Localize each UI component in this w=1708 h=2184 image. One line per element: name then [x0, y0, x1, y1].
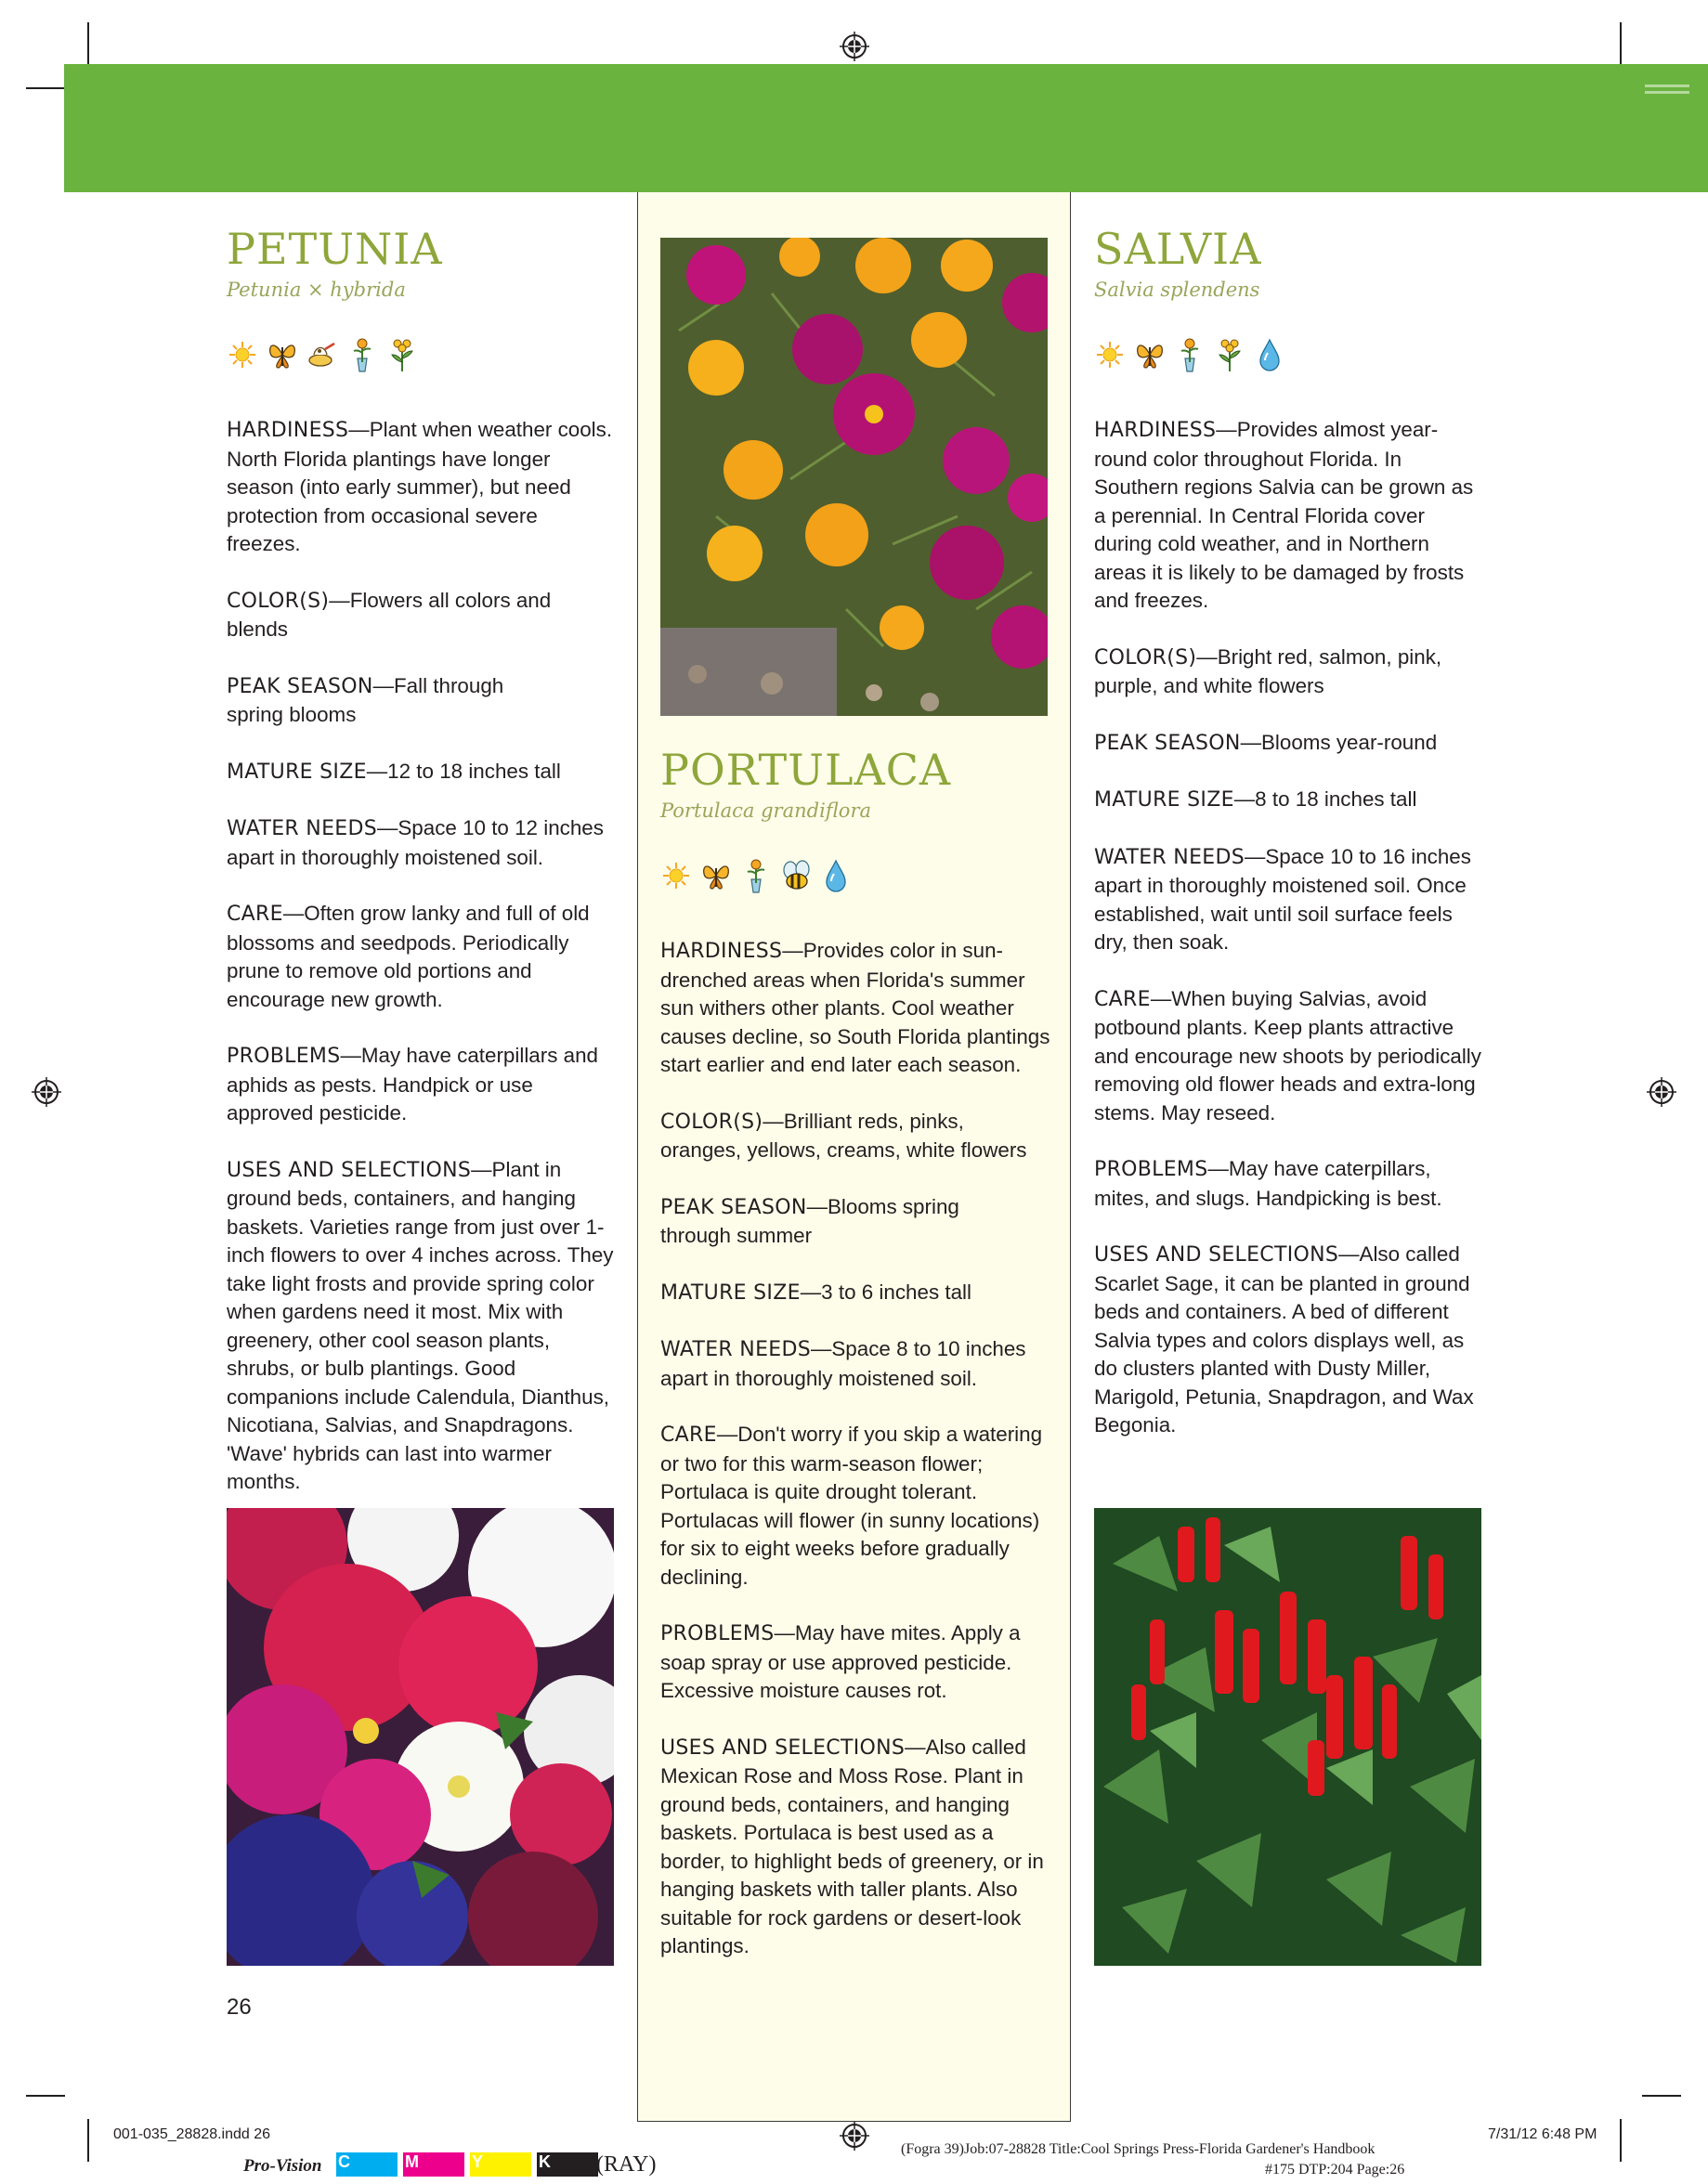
crop-mark — [87, 22, 89, 65]
cut-flower-icon — [740, 857, 772, 894]
entry-care: CARE—When buying Salvias, avoid potbound plants. Keep plants attractive and encourage new shoots by periodically removing old flower heads and extra-long stems. May reseed. — [1094, 986, 1481, 1124]
entry-peak-season: PEAK SEASON—Blooms spring through summer — [660, 1194, 959, 1248]
petunia-column — [227, 224, 617, 1525]
crop-mark — [26, 87, 65, 89]
slug-job: (Fogra 39)Job:07-28828 Title:Cool Springs Press-Florida Gardener's Handbook — [901, 2141, 1376, 2157]
petunia-photo — [227, 1508, 614, 1966]
entry-hardiness: HARDINESS—Provides almost year-round color throughout Florida. In Southern regions Salvia can be grown as a perennial. In Central Florida cover during cold weather, and in Northern areas it is likely to be damaged by frosts and freezes. — [1094, 418, 1474, 613]
entry-peak-season: PEAK SEASON—Blooms year-round — [1094, 730, 1438, 755]
entry-care: CARE—Don't worry if you skip a watering or two for this warm-season flower; Portulaca is quite drought tolerant. Portulacas will flower (in sunny locations) for six to eight weeks before gradually declining. — [660, 1423, 1043, 1589]
entry-water-needs: WATER NEEDS—Space 10 to 12 inches apart in thoroughly moistened soil. — [227, 816, 604, 869]
entry-uses-and-selections: USES AND SELECTIONS—Also called Mexican Rose and Moss Rose. Plant in ground beds, containers, and hanging baskets. Portulaca is best used as a border, to highlight beds of greenery, or in hanging baskets with taller plants. Also suitable for rock gardens or desert-look plantings. — [660, 1735, 1044, 1958]
plant-name: SALVIA — [1094, 224, 1262, 274]
entry-hardiness: HARDINESS—Provides color in sun-drenched areas when Florida's summer sun withers other plants. Cool weather causes decline, so South Florida plantings start earlier and end later each season. — [660, 939, 1050, 1077]
crop-mark — [1620, 2119, 1622, 2162]
registration-mark-icon — [840, 2121, 869, 2151]
page-number: 26 — [227, 1995, 252, 2020]
flower-icon — [386, 336, 418, 373]
entry-uses-and-selections: USES AND SELECTIONS—Plant in ground beds, containers, and hanging baskets. Varieties range from just over 1-inch flowers to over 4 inches across. They take light frosts and provide spring color when gardens need it most. Mix with greenery, other cool season plants, shrubs, or bulb plantings. Good companions include Calendula, Dianthus, Nicotiana, Salvias, and Snapdragons. 'Wave' hybrids can last into warmer months. — [227, 1157, 614, 1494]
entry-care: CARE—Often grow lanky and full of old blossoms and seedpods. Periodically prune to remove old portions and encourage new growth. — [227, 902, 590, 1011]
salvia-photo — [1094, 1508, 1481, 1966]
header-decoration — [1645, 84, 1689, 98]
sun-icon — [660, 857, 692, 894]
bee-icon — [780, 857, 812, 894]
butterfly-icon — [267, 336, 298, 373]
portulaca-column — [660, 745, 1050, 1989]
registration-mark-icon — [32, 1077, 61, 1107]
crop-mark — [1642, 2095, 1681, 2097]
entry-water-needs: WATER NEEDS—Space 10 to 16 inches apart in thoroughly moistened soil. Once established, wait until soil surface feels dry, then soak. — [1094, 844, 1471, 955]
water-drop-icon — [1254, 336, 1285, 373]
swatch-magenta: M — [403, 2152, 464, 2177]
crop-mark — [1620, 22, 1622, 65]
sun-icon — [227, 336, 258, 373]
plant-icons — [1094, 334, 1484, 375]
feeder-icon — [306, 336, 338, 373]
entry-problems: PROBLEMS—May have mites. Apply a soap spray or use approved pesticide. Excessive moisture causes rot. — [660, 1621, 1021, 1703]
entry-mature-size: MATURE SIZE—3 to 6 inches tall — [660, 1280, 971, 1305]
entry-colors: COLOR(S)—Bright red, salmon, pink, purple, and white flowers — [1094, 644, 1442, 698]
swatch-cyan: C — [336, 2152, 398, 2177]
entry-colors: COLOR(S)—Brilliant reds, pinks, oranges, yellows, creams, white flowers — [660, 1109, 1027, 1163]
entry-hardiness: HARDINESS—Plant when weather cools. North Florida plantings have longer season (into early summer), but need protection from occasional severe freezes. — [227, 418, 613, 556]
registration-mark-icon — [840, 32, 869, 61]
entry-problems: PROBLEMS—May have caterpillars, mites, and slugs. Handpicking is best. — [1094, 1157, 1442, 1210]
color-bar — [336, 2152, 604, 2180]
entry-mature-size: MATURE SIZE—8 to 18 inches tall — [1094, 787, 1417, 812]
butterfly-icon — [1134, 336, 1166, 373]
plant-name: PETUNIA — [227, 224, 443, 274]
butterfly-icon — [700, 857, 732, 894]
slug-file: 001-035_28828.indd 26 — [113, 2126, 271, 2142]
provision-logo: Pro-Vision — [243, 2156, 322, 2176]
crop-mark — [87, 2119, 89, 2162]
swatch-yellow: Y — [470, 2152, 531, 2177]
plant-name: PORTULACA — [660, 745, 952, 795]
entry-problems: PROBLEMS—May have caterpillars and aphids as pests. Handpick or use approved pesticide. — [227, 1044, 598, 1125]
entry-peak-season: PEAK SEASON—Fall through spring blooms — [227, 673, 504, 727]
entry-mature-size: MATURE SIZE—12 to 18 inches tall — [227, 759, 561, 784]
header-band — [64, 64, 1708, 192]
plant-icons — [227, 334, 617, 375]
portulaca-photo — [660, 238, 1048, 716]
cut-flower-icon — [1174, 336, 1206, 373]
plant-icons — [660, 855, 1050, 896]
plant-latin-name: Salvia splendens — [1094, 279, 1260, 302]
slug-date: 7/31/12 6:48 PM — [1488, 2126, 1597, 2142]
plant-latin-name: Portulaca grandiflora — [660, 800, 872, 823]
water-drop-icon — [820, 857, 852, 894]
plant-latin-name: Petunia × hybrida — [227, 279, 406, 302]
entry-water-needs: WATER NEEDS—Space 8 to 10 inches apart in thoroughly moistened soil. — [660, 1337, 1026, 1390]
salvia-column — [1094, 224, 1484, 1468]
entry-uses-and-selections: USES AND SELECTIONS—Also called Scarlet Sage, it can be planted in ground beds and containers. A bed of different Salvia types and colors displays well, as do clusters planted with Dusty Miller, Marigold, Petunia, Snapdragon, and Wax Begonia. — [1094, 1242, 1474, 1437]
entry-colors: COLOR(S)—Flowers all colors and blends — [227, 588, 552, 642]
crop-mark — [26, 2095, 65, 2097]
cut-flower-icon — [346, 336, 378, 373]
flower-icon — [1214, 336, 1245, 373]
swatch-black: K — [537, 2152, 598, 2177]
registration-mark-icon — [1647, 1077, 1676, 1107]
slug-dtp: #175 DTP:204 Page:26 — [1265, 2162, 1405, 2178]
slug-ray: (RAY) — [596, 2152, 657, 2177]
sun-icon — [1094, 336, 1126, 373]
